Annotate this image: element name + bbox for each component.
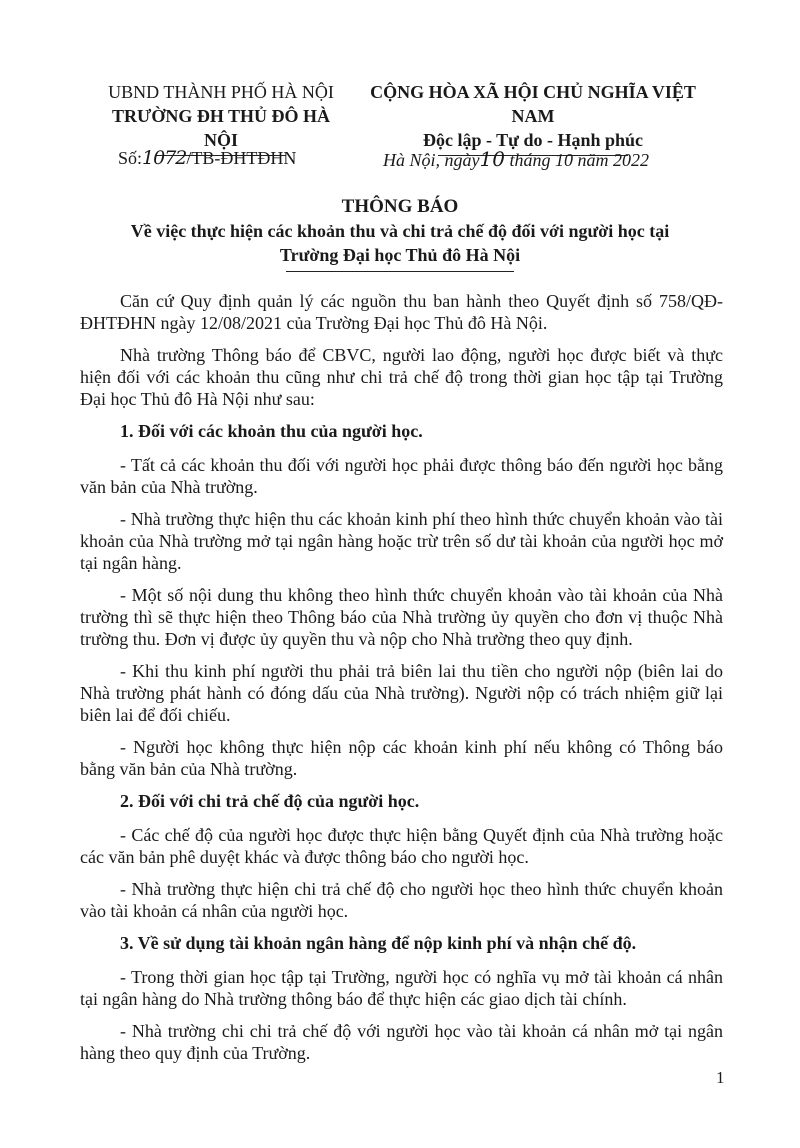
date-suffix: tháng 10 năm 2022 (504, 150, 649, 170)
national-name: CỘNG HÒA XÃ HỘI CHỦ NGHĨA VIỆT NAM (370, 82, 696, 126)
title-underline (286, 271, 514, 272)
paragraph-item: - Trong thời gian học tập tại Trường, người học có nghĩa vụ mở tài khoản cá nhân tại ngân hàng do Nhà trường thông báo để thực hiện các giao dịch tài chính. (80, 967, 723, 1009)
paragraph-item: - Các chế độ của người học được thực hiện bằng Quyết định của Nhà trường hoặc các văn bản phê duyệt khác và được thông báo cho người học. (80, 825, 723, 867)
ref-suffix: /TB-ĐHTĐHN (186, 148, 297, 168)
section-heading-3: 3. Về sử dụng tài khoản ngân hàng để nộp kinh phí và nhận chế độ. (120, 933, 637, 953)
section-heading-2: 2. Đối với chi trả chế độ của người học. (120, 791, 420, 811)
issue-date (383, 147, 649, 171)
paragraph-item: - Khi thu kinh phí người thu phải trả biên lai thu tiền cho người nộp (biên lai do Nhà trường phát hành có đóng dấu của Nhà trường). Người nộp có trách nhiệm giữ lại biên lai để đối chiếu. (80, 661, 723, 725)
issuer-parent: UBND THÀNH PHỐ HÀ NỘI (108, 82, 334, 102)
section-heading-1: 1. Đối với các khoản thu của người học. (120, 421, 423, 441)
page-number: 1 (716, 1068, 725, 1087)
date-prefix: Hà Nội, ngày (383, 150, 480, 170)
title-subject-line1: Về việc thực hiện các khoản thu và chi trả chế độ đối với người học tại (130, 221, 670, 241)
issuer-name: TRƯỜNG ĐH THỦ ĐÔ HÀ NỘI (111, 106, 330, 150)
paragraph-item: - Người học không thực hiện nộp các khoản kinh phí nếu không có Thông báo bằng văn bản của Nhà trường. (80, 737, 723, 779)
reference-number (118, 147, 296, 169)
date-handwritten-day: 10 (479, 147, 505, 171)
paragraph-legal-basis: Căn cứ Quy định quản lý các nguồn thu ban hành theo Quyết định số 758/QĐ-ĐHTĐHN ngày 12/08/2021 của Trường Đại học Thủ đô Hà Nội. (80, 291, 723, 333)
title-heading: THÔNG BÁO (341, 196, 459, 217)
notice-body (80, 290, 723, 1074)
title-subject-line2: Trường Đại học Thủ đô Hà Nội (279, 245, 521, 265)
issuer-header (100, 80, 342, 156)
notice-title (90, 195, 710, 272)
paragraph-item: - Nhà trường thực hiện chi trả chế độ cho người học theo hình thức chuyển khoản vào tài khoản cá nhân của người học. (80, 879, 723, 921)
paragraph-intro: Nhà trường Thông báo để CBVC, người lao động, người học được biết và thực hiện đối với các khoản thu cũng như chi trả chế độ trong thời gian học tập tại Trường Đại học Thủ đô Hà Nội như sau: (80, 345, 723, 409)
paragraph-item: - Nhà trường chi chi trả chế độ với người học vào tài khoản cá nhân mở tại ngân hàng theo quy định của Trường. (80, 1021, 723, 1063)
ref-prefix: Số: (118, 148, 143, 168)
national-header (350, 80, 716, 156)
paragraph-item: - Nhà trường thực hiện thu các khoản kinh phí theo hình thức chuyển khoản vào tài khoản của Nhà trường mở tại ngân hàng hoặc trừ trên số dư tài khoản của người học mở tại ngân hàng. (80, 509, 723, 573)
paragraph-item: - Tất cả các khoản thu đối với người học phải được thông báo đến người học bằng văn bản của Nhà trường. (80, 455, 723, 497)
paragraph-item: - Một số nội dung thu không theo hình thức chuyển khoản vào tài khoản của Nhà trường thì sẽ thực hiện theo Thông báo của Nhà trường ủy quyền cho đơn vị thuộc Nhà trường thu. Đơn vị được ủy quyền thu và nộp cho Nhà trường theo quy định. (80, 585, 723, 649)
ref-handwritten-number: 1072 (142, 147, 187, 169)
national-motto: Độc lập - Tự do - Hạnh phúc (422, 130, 644, 150)
